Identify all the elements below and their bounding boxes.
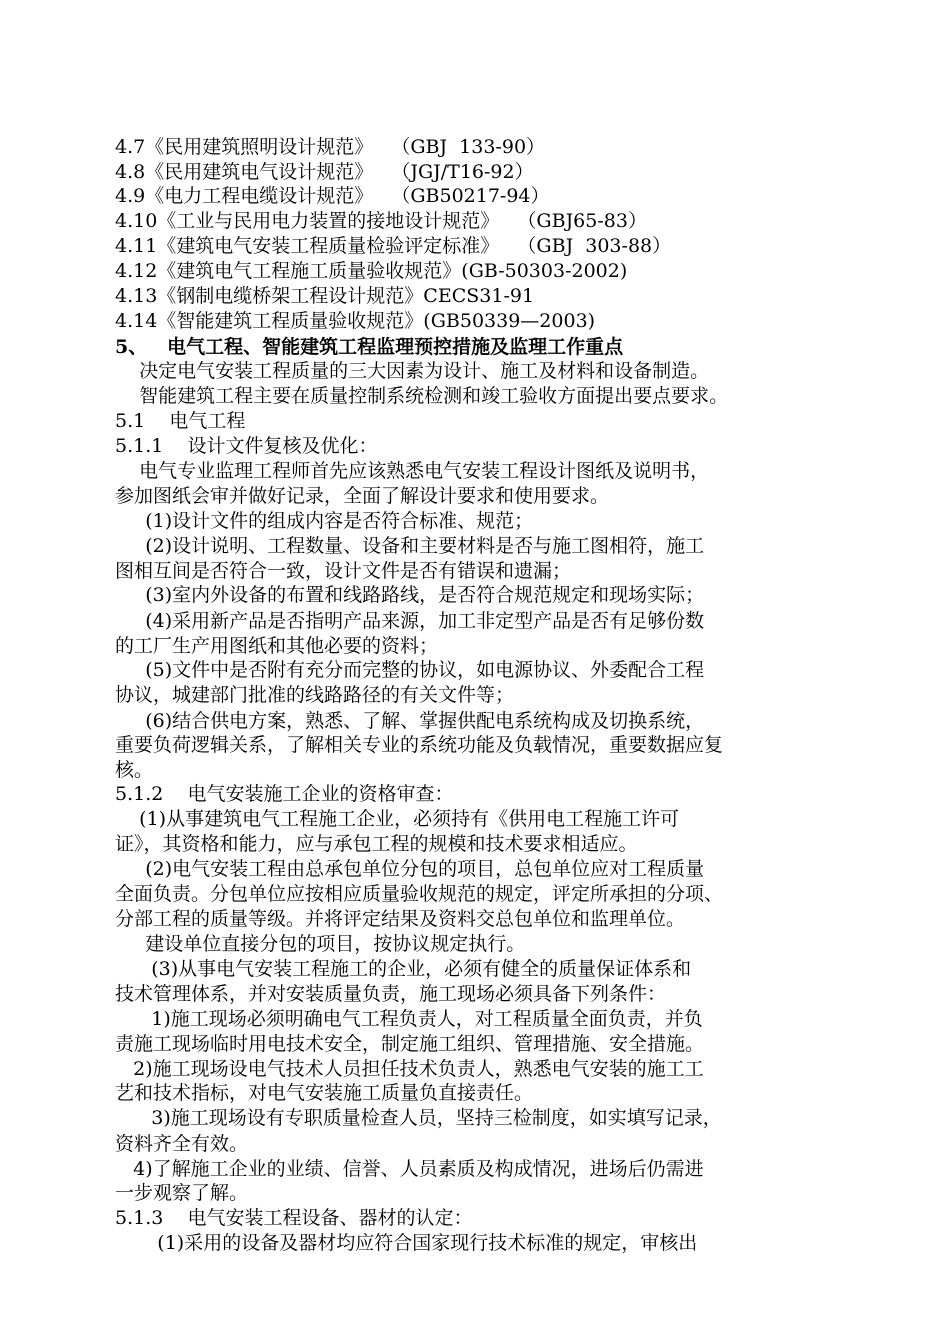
- text-line: 4.9《电力工程电缆设计规范》 （GB50217-94）: [115, 185, 550, 207]
- text-line: (1)从事建筑电气工程施工企业，必须持有《供用电工程施工许可: [115, 808, 680, 830]
- text-line: 核。: [115, 759, 154, 781]
- text-line: 决定电气安装工程质量的三大因素为设计、施工及材料和设备制造。: [115, 360, 710, 382]
- text-line: (3)室内外设备的布置和线路路线，是否符合规范规定和现场实际；: [115, 584, 705, 606]
- text-line: (2)电气安装工程由总承包单位分包的项目，总包单位应对工程质量: [115, 858, 705, 880]
- text-line: 一步观察了解。: [115, 1182, 249, 1204]
- text-line: 4.14《智能建筑工程质量验收规范》(GB50339—2003): [115, 310, 596, 332]
- text-line: 4.7《民用建筑照明设计规范》 （GBJ 133-90）: [115, 136, 546, 158]
- section-heading: 5、 电气工程、智能建筑工程监理预控措施及监理工作重点: [115, 336, 624, 358]
- text-line: 重要负荷逻辑关系，了解相关专业的系统功能及负载情况，重要数据应复: [115, 734, 724, 756]
- subsection-heading: 5.1.2 电气安装施工企业的资格审查：: [115, 783, 454, 805]
- text-line: 协议，城建部门批准的线路路径的有关文件等；: [115, 684, 515, 706]
- text-line: 的工厂生产用图纸和其他必要的资料；: [115, 635, 439, 657]
- text-line: 证》，其资格和能力，应与承包工程的规模和技术要求相适应。: [115, 833, 638, 855]
- text-line: (2)设计说明、工程数量、设备和主要材料是否与施工图相符，施工: [115, 535, 705, 557]
- text-line: 4.13《钢制电缆桥架工程设计规范》CECS31-91: [115, 285, 535, 307]
- text-line: 资料齐全有效。: [115, 1133, 249, 1155]
- text-line: 4.11《建筑电气安装工程质量检验评定标准》 （GBJ 303-88）: [115, 235, 672, 257]
- text-line: (6)结合供电方案，熟悉、了解、掌握供配电系统构成及切换系统，: [115, 710, 705, 732]
- subsection-heading: 5.1.3 电气安装工程设备、器材的认定：: [115, 1207, 473, 1229]
- text-line: 全面负责。分包单位应按相应质量验收规范的规定，评定所承担的分项、: [115, 883, 724, 905]
- text-line: 责施工现场临时用电技术安全，制定施工组织、管理措施、安全措施。: [115, 1033, 705, 1055]
- text-line: 电气专业监理工程师首先应该熟悉电气安装工程设计图纸及说明书，: [115, 460, 710, 482]
- text-line: 4)了解施工企业的业绩、信誉、人员素质及构成情况，进场后仍需进: [115, 1158, 704, 1180]
- text-line: 建设单位直接分包的项目，按协议规定执行。: [115, 933, 526, 955]
- subsection-heading: 5.1.1 设计文件复核及优化：: [115, 435, 378, 457]
- text-line: 1)施工现场必须明确电气工程负责人，对工程质量全面负责，并负: [115, 1008, 703, 1030]
- text-line: 技术管理体系，并对安装质量负责，施工现场必须具备下列条件：: [115, 983, 667, 1005]
- text-line: 4.10《工业与民用电力装置的接地设计规范》 （GBJ65-83）: [115, 210, 647, 232]
- text-line: (1)设计文件的组成内容是否符合标准、规范；: [115, 510, 534, 532]
- text-line: 4.12《建筑电气工程施工质量验收规范》(GB-50303-2002): [115, 260, 628, 282]
- text-line: (4)采用新产品是否指明产品来源，加工非定型产品是否有足够份数: [115, 610, 705, 632]
- text-line: 3)施工现场设有专职质量检查人员，坚持三检制度，如实填写记录，: [115, 1107, 722, 1129]
- text-line: (1)采用的设备及器材均应符合国家现行技术标准的规定，审核出: [115, 1232, 698, 1254]
- text-line: 智能建筑工程主要在质量控制系统检测和竣工验收方面提出要点要求。: [115, 385, 729, 407]
- text-line: 4.8《民用建筑电气设计规范》 （JGJ/T16-92）: [115, 161, 534, 183]
- text-line: 分部工程的质量等级。并将评定结果及资料交总包单位和监理单位。: [115, 908, 686, 930]
- subsection-heading: 5.1 电气工程: [115, 410, 246, 432]
- text-line: 2)施工现场设电气技术人员担任技术负责人，熟悉电气安装的施工工: [115, 1058, 704, 1080]
- text-line: (3)从事电气安装工程施工的企业，必须有健全的质量保证体系和: [115, 958, 692, 980]
- text-line: 图相互间是否符合一致，设计文件是否有错误和遗漏；: [115, 560, 572, 582]
- text-line: (5)文件中是否附有充分而完整的协议，如电源协议、外委配合工程: [115, 659, 705, 681]
- text-line: 艺和技术指标，对电气安装施工质量负直接责任。: [115, 1082, 534, 1104]
- text-line: 参加图纸会审并做好记录，全面了解设计要求和使用要求。: [115, 485, 610, 507]
